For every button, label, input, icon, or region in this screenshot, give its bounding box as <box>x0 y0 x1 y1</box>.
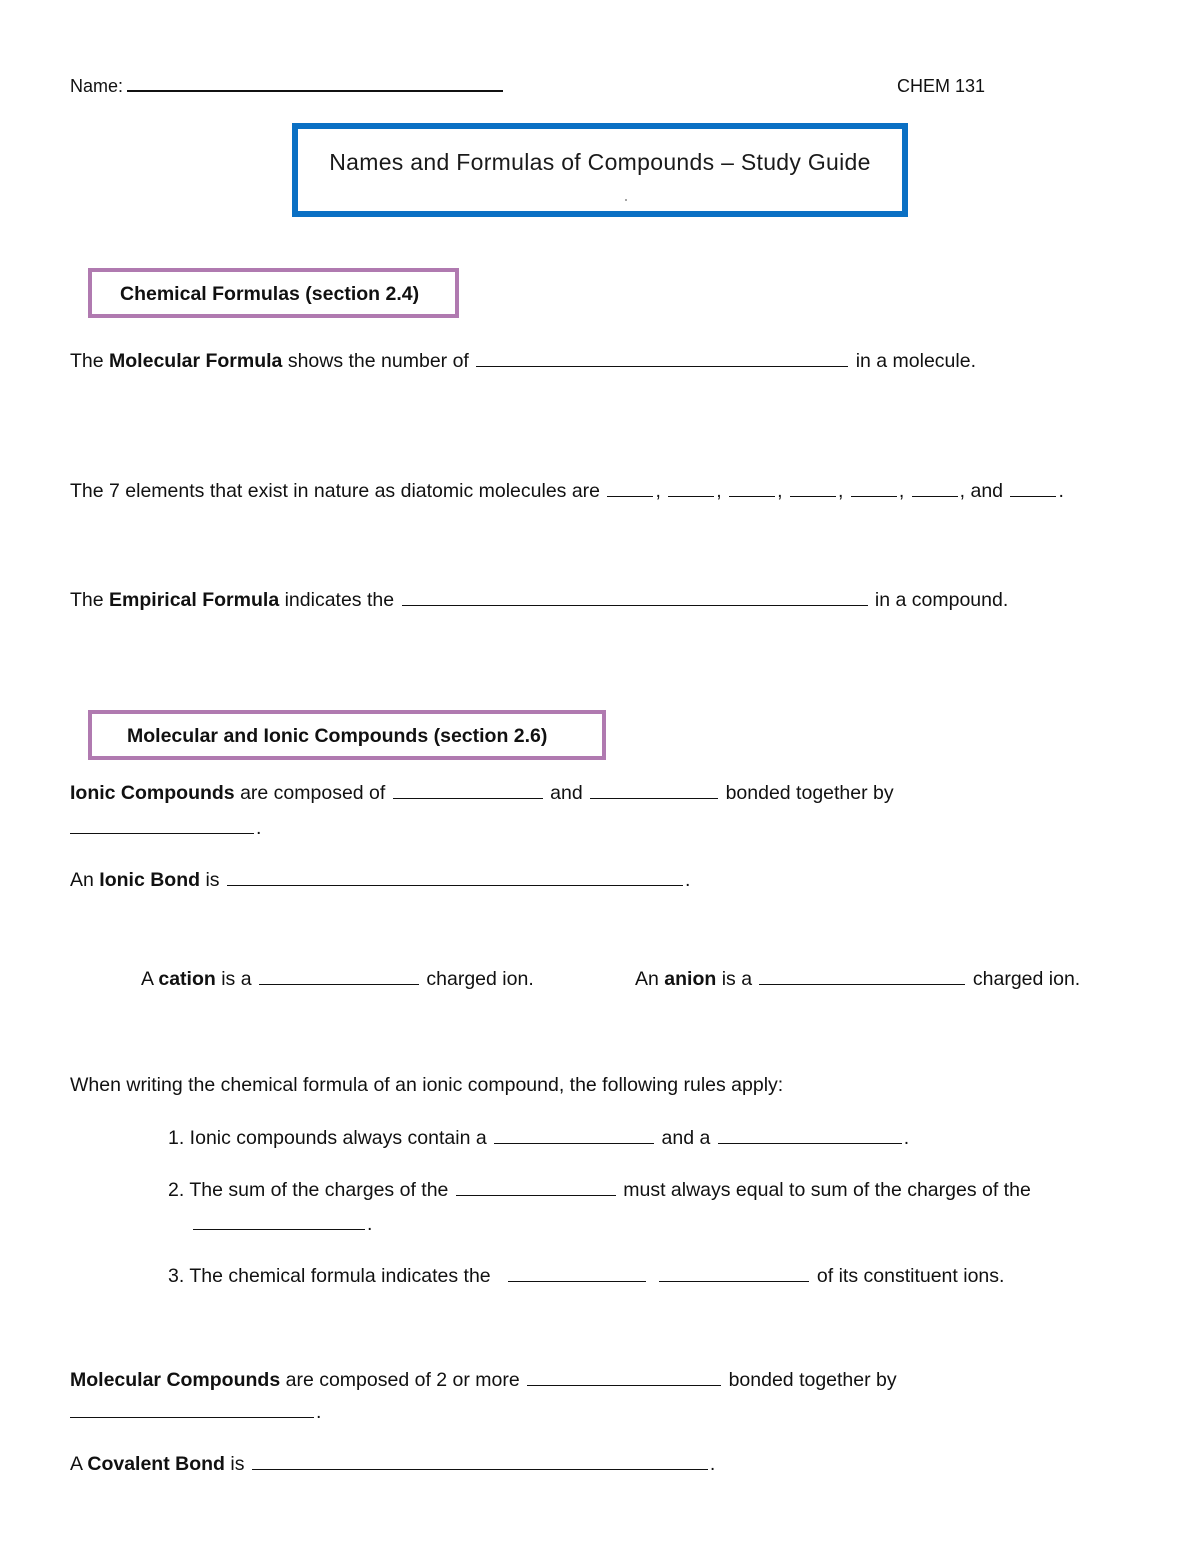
blank-diatomic-3[interactable] <box>729 480 775 497</box>
diatomic-line <box>70 479 1064 503</box>
blank-diatomic-7[interactable] <box>1010 480 1056 497</box>
period: . <box>316 1401 322 1423</box>
blank-molecular-2[interactable] <box>70 1401 314 1418</box>
blank-molecular-formula[interactable] <box>476 350 848 367</box>
blank-diatomic-1[interactable] <box>607 480 653 497</box>
text: is <box>224 1453 245 1475</box>
text: is <box>200 869 220 891</box>
term-covalent-bond: Covalent Bond <box>87 1453 225 1475</box>
text: are composed of 2 or more <box>280 1369 520 1391</box>
rule-2-line-2 <box>193 1212 372 1236</box>
period: . <box>1058 480 1064 502</box>
covalent-bond-line <box>70 1452 715 1476</box>
rules-intro: When writing the chemical formula of an ionic compound, the following rules apply: <box>70 1074 784 1096</box>
period: . <box>709 1453 716 1475</box>
blank-molecular-1[interactable] <box>527 1369 721 1386</box>
period: . <box>903 1127 910 1149</box>
period: . <box>367 1213 373 1235</box>
blank-ionic-1[interactable] <box>393 782 543 799</box>
text: must always equal to sum of the charges of the <box>623 1179 1031 1201</box>
and-text: and a <box>661 1127 711 1149</box>
term-anion: anion <box>664 968 717 990</box>
molecular-compounds-line-2 <box>70 1400 321 1424</box>
section-heading-molecular-ionic <box>88 710 606 760</box>
term-cation: cation <box>158 968 216 990</box>
rule-1 <box>168 1126 909 1150</box>
and-text: , and <box>959 480 1004 502</box>
rule-2 <box>168 1178 1031 1202</box>
text: in a compound. <box>874 589 1009 611</box>
title-box <box>292 123 908 217</box>
title-dot <box>625 199 627 201</box>
text: 2. The sum of the charges of the <box>168 1179 449 1201</box>
ionic-compounds-line <box>70 781 894 805</box>
anion-line <box>635 967 1080 991</box>
text: charged ion. <box>426 968 534 990</box>
text: charged ion. <box>972 968 1081 990</box>
blank-diatomic-2[interactable] <box>668 480 714 497</box>
text: 3. The chemical formula indicates the <box>168 1265 491 1287</box>
text: An <box>635 968 665 990</box>
term-empirical-formula: Empirical Formula <box>109 589 280 611</box>
name-label: Name: <box>70 76 124 96</box>
text: is a <box>716 968 753 990</box>
blank-covalent-bond[interactable] <box>252 1453 708 1470</box>
term-molecular-formula: Molecular Formula <box>109 350 283 372</box>
text: bonded together by <box>725 782 894 804</box>
text: indicates the <box>279 589 395 611</box>
section-heading-chemical-formulas <box>88 268 459 318</box>
blank-rule2-2[interactable] <box>193 1213 365 1230</box>
name-blank[interactable] <box>127 76 503 92</box>
blank-rule3-1[interactable] <box>508 1265 646 1282</box>
blank-diatomic-6[interactable] <box>912 480 958 497</box>
blank-cation[interactable] <box>259 968 419 985</box>
text: 1. Ionic compounds always contain a <box>168 1127 487 1149</box>
comma: , <box>837 480 844 502</box>
section-heading-text: Chemical Formulas (section 2.4) <box>120 283 420 305</box>
blank-rule3-2[interactable] <box>659 1265 809 1282</box>
blank-empirical-formula[interactable] <box>402 589 868 606</box>
text: The <box>70 350 110 372</box>
text: shows the number of <box>282 350 469 372</box>
text: in a molecule. <box>855 350 977 372</box>
blank-rule2-1[interactable] <box>456 1179 616 1196</box>
text: A <box>141 968 159 990</box>
blank-anion[interactable] <box>759 968 965 985</box>
ionic-compounds-line-2 <box>70 816 261 840</box>
term-molecular-compounds: Molecular Compounds <box>70 1369 281 1391</box>
text: The <box>70 589 110 611</box>
comma: , <box>655 480 661 502</box>
section-heading-text: Molecular and Ionic Compounds (section 2.6) <box>127 725 548 747</box>
page-title: Names and Formulas of Compounds – Study Guide <box>329 149 871 175</box>
term-ionic-compounds: Ionic Compounds <box>70 782 235 804</box>
text: bonded together by <box>728 1369 897 1391</box>
empirical-formula-line <box>70 588 1008 612</box>
name-row <box>70 74 503 98</box>
blank-diatomic-4[interactable] <box>790 480 836 497</box>
blank-ionic-bond[interactable] <box>227 869 683 886</box>
text: A <box>70 1453 88 1475</box>
blank-rule1-2[interactable] <box>718 1127 902 1144</box>
comma: , <box>898 480 905 502</box>
blank-diatomic-5[interactable] <box>851 480 897 497</box>
blank-ionic-2[interactable] <box>590 782 718 799</box>
comma: , <box>716 480 722 502</box>
ionic-bond-line <box>70 868 690 892</box>
period: . <box>684 869 691 891</box>
molecular-compounds-line <box>70 1368 897 1392</box>
text: of its constituent ions. <box>816 1265 1005 1287</box>
molecular-formula-line <box>70 349 976 373</box>
term-ionic-bond: Ionic Bond <box>99 869 201 891</box>
text: The 7 elements that exist in nature as diatomic molecules are <box>70 480 601 502</box>
blank-ionic-3[interactable] <box>70 817 254 834</box>
comma: , <box>777 480 783 502</box>
rule-3 <box>168 1264 1004 1288</box>
course-code: CHEM 131 <box>897 76 986 96</box>
text: An <box>70 869 100 891</box>
and-text: and <box>550 782 583 804</box>
cation-line <box>141 967 534 991</box>
blank-rule1-1[interactable] <box>494 1127 654 1144</box>
period: . <box>256 817 262 839</box>
text: is a <box>215 968 252 990</box>
text: are composed of <box>234 782 386 804</box>
